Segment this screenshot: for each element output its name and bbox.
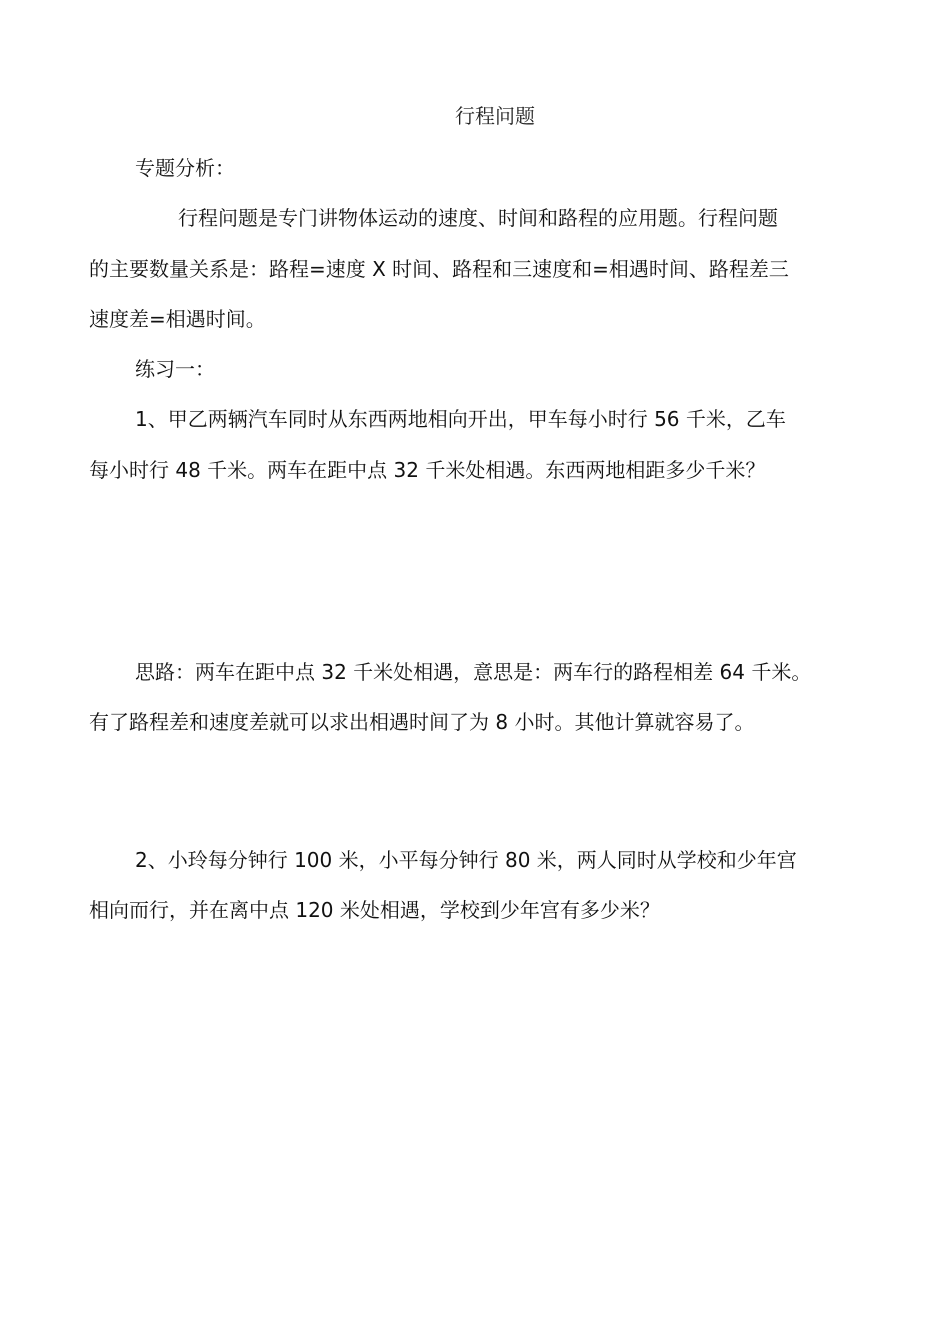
problem-1-line-1: 1、甲乙两辆汽车同时从东西两地相向开出，甲车每小时行 56 千米，乙车 bbox=[135, 407, 786, 431]
analysis-line-1: 行程问题是专门讲物体运动的速度、时间和路程的应用题。行程问题 bbox=[178, 206, 778, 230]
hint-line-1: 思路：两车在距中点 32 千米处相遇，意思是：两车行的路程相差 64 千米。 bbox=[135, 660, 812, 684]
hint-line-2: 有了路程差和速度差就可以求出相遇时间了为 8 小时。其他计算就容易了。 bbox=[89, 710, 755, 734]
analysis-line-3: 速度差=相遇时间。 bbox=[89, 307, 266, 331]
problem-1-line-2: 每小时行 48 千米。两车在距中点 32 千米处相遇。东西两地相距多少千米？ bbox=[89, 458, 766, 482]
problem-2-line-1: 2、小玲每分钟行 100 米，小平每分钟行 80 米，两人同时从学校和少年宫 bbox=[135, 848, 797, 872]
page-title: 行程问题 bbox=[455, 104, 535, 128]
problem-2-line-2: 相向而行，并在离中点 120 米处相遇，学校到少年宫有多少米？ bbox=[89, 898, 660, 922]
exercise-heading: 练习一： bbox=[135, 357, 215, 381]
analysis-line-2: 的主要数量关系是：路程=速度 X 时间、路程和三速度和=相遇时间、路程差三 bbox=[89, 257, 789, 281]
section-heading-analysis: 专题分析： bbox=[135, 156, 235, 180]
